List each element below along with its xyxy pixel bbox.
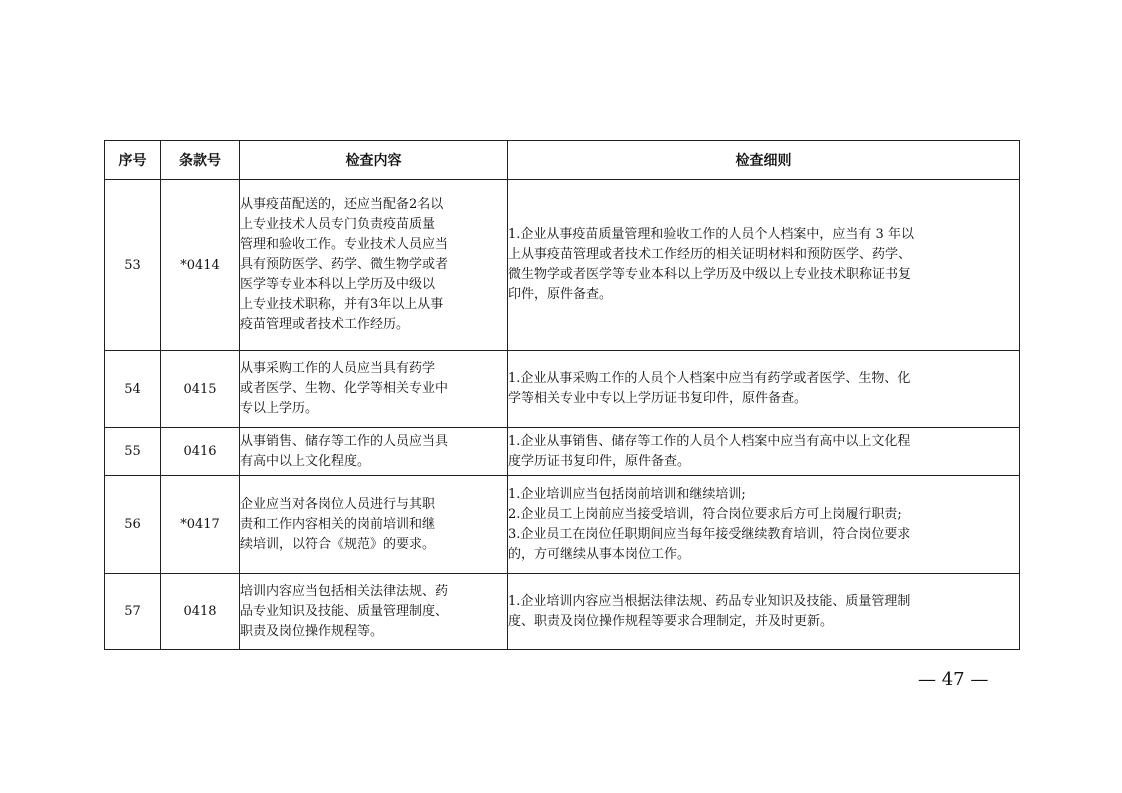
detail-line: 3.企业员工在岗位任职期间应当每年接受继续教育培训，符合岗位要求 (508, 526, 911, 542)
row-detail (508, 476, 1020, 574)
row-clause: 0415 (161, 351, 240, 428)
content-line: 责和工作内容相关的岗前培训和继 (240, 516, 436, 532)
content-line: 疫苗管理或者技术工作经历。 (240, 317, 410, 332)
row-content (240, 351, 508, 428)
detail-line: 的，方可继续从事本岗位工作。 (508, 546, 691, 562)
content-line: 培训内容应当包括相关法律法规、药 (240, 583, 449, 599)
detail-line: 学等相关专业中专以上学历证书复印件，原件备查。 (508, 391, 808, 406)
detail-line: 度、职责及岗位操作规程等要求合理制定，并及时更新。 (508, 613, 834, 629)
content-line: 上专业技术人员专门负责疫苗质量 (240, 217, 436, 232)
detail-line: 1.企业从事销售、储存等工作的人员个人档案中应当有高中以上文化程 (508, 433, 911, 449)
detail-line: 2.企业员工上岗前应当接受培训，符合岗位要求后方可上岗履行职责; (508, 506, 902, 522)
detail-line: 度学历证书复印件，原件备查。 (508, 453, 691, 469)
table-row (105, 351, 1020, 428)
table-row (105, 574, 1020, 650)
content-line: 具有预防医学、药学、微生物学或者 (240, 257, 449, 272)
content-line: 或者医学、生物、化学等相关专业中 (240, 381, 449, 396)
row-clause: 0418 (161, 574, 240, 650)
content-line: 管理和验收工作。专业技术人员应当 (240, 237, 449, 252)
content-line: 从事销售、储存等工作的人员应当具 (240, 433, 449, 449)
row-seq: 56 (105, 476, 161, 574)
inspection-table (104, 140, 1020, 650)
page-number: — 47 — (918, 669, 989, 690)
content-line: 职责及岗位操作规程等。 (240, 623, 384, 639)
header-detail: 检查细则 (508, 141, 1020, 180)
row-detail (508, 351, 1020, 428)
row-detail (508, 180, 1020, 351)
row-seq: 55 (105, 428, 161, 476)
content-line: 企业应当对各岗位人员进行与其职 (240, 496, 436, 512)
row-clause: 0416 (161, 428, 240, 476)
row-seq: 54 (105, 351, 161, 428)
row-content (240, 476, 508, 574)
content-line: 续培训，以符合《规范》的要求。 (240, 536, 436, 552)
content-line: 专以上学历。 (240, 401, 319, 416)
row-detail (508, 574, 1020, 650)
detail-line: 印件，原件备查。 (508, 287, 613, 302)
detail-line: 1.企业从事采购工作的人员个人档案中应当有药学或者医学、生物、化 (508, 371, 911, 386)
table-row (105, 428, 1020, 476)
content-line: 从事采购工作的人员应当具有药学 (240, 361, 436, 376)
content-line: 上专业技术职称，并有3年以上从事 (240, 297, 444, 312)
detail-line: 上从事疫苗管理或者技术工作经历的相关证明材料和预防医学、药学、 (508, 247, 912, 262)
content-line: 有高中以上文化程度。 (240, 453, 371, 469)
row-seq: 57 (105, 574, 161, 650)
content-line: 医学等专业本科以上学历及中级以 (240, 277, 436, 292)
header-content: 检查内容 (240, 141, 508, 180)
content-line: 从事疫苗配送的，还应当配备2名以 (240, 197, 444, 212)
header-clause: 条款号 (161, 141, 240, 180)
detail-line: 1.企业培训内容应当根据法律法规、药品专业知识及技能、质量管理制 (508, 593, 911, 609)
row-content (240, 574, 508, 650)
content-line: 品专业知识及技能、质量管理制度、 (240, 603, 449, 619)
row-clause: *0414 (161, 180, 240, 351)
row-detail (508, 428, 1020, 476)
header-seq: 序号 (105, 141, 161, 180)
row-content (240, 180, 508, 351)
detail-line: 微生物学或者医学等专业本科以上学历及中级以上专业技术职称证书复 (508, 267, 912, 282)
table-row (105, 180, 1020, 351)
detail-line: 1.企业培训应当包括岗前培训和继续培训; (508, 486, 746, 502)
table-row (105, 476, 1020, 574)
row-content (240, 428, 508, 476)
row-seq: 53 (105, 180, 161, 351)
detail-line: 1.企业从事疫苗质量管理和验收工作的人员个人档案中，应当有 3 年以 (508, 227, 914, 242)
row-clause: *0417 (161, 476, 240, 574)
table-header-row (105, 141, 1020, 180)
